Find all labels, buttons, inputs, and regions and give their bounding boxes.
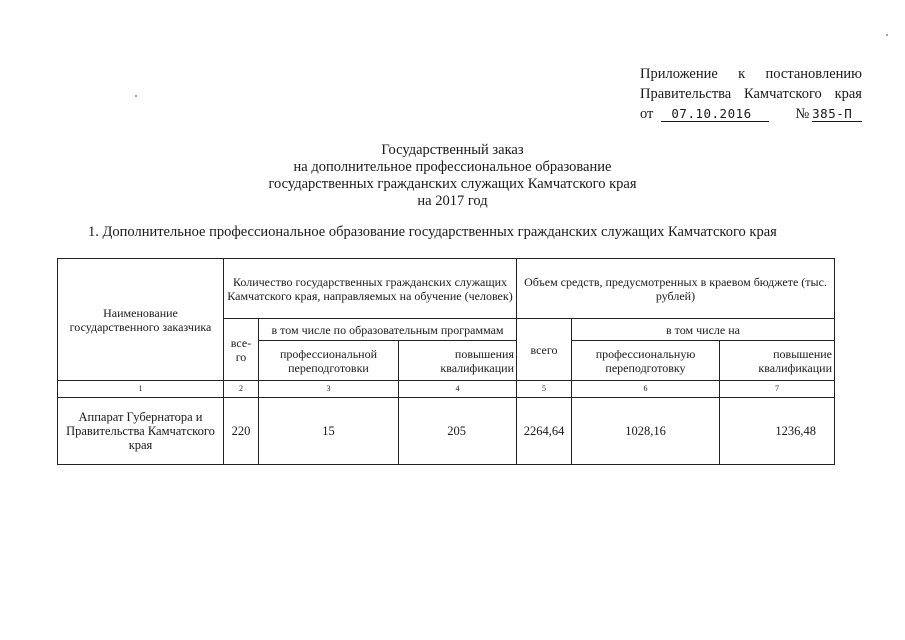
cell-staff-advanced: 205 — [399, 398, 517, 465]
column-number: 2 — [224, 381, 259, 398]
header-budget-total: всего — [517, 319, 572, 381]
header-staff-retraining: профессиональной переподготовки — [259, 341, 399, 381]
appendix-word: Приложение — [640, 66, 718, 82]
section-heading: 1. Дополнительное профессиональное образование государственных гражданских служащих Камчатского края — [88, 224, 777, 240]
header-budget-including: в том числе на — [572, 319, 835, 341]
appendix-line-1 — [640, 64, 862, 84]
order-table — [57, 258, 835, 465]
column-number-row — [58, 381, 835, 398]
appendix-word: Правительства — [640, 86, 732, 102]
title-line-2: на дополнительное профессиональное образование — [293, 159, 612, 175]
column-number: 5 — [517, 381, 572, 398]
column-number: 6 — [572, 381, 720, 398]
cell-staff-total: 220 — [224, 398, 259, 465]
title-line-1: Государственный заказ — [381, 142, 524, 158]
number-prefix: № — [795, 106, 810, 122]
header-row-1 — [58, 259, 835, 319]
header-staff-count: Количество государственных гражданских служащих Камчатского края, направляемых на обучение (человек) — [224, 259, 517, 319]
header-budget-retraining: профессиональную переподготовку — [572, 341, 720, 381]
appendix-word: края — [834, 86, 862, 102]
header-staff-advanced: повышения квалификации — [399, 341, 517, 381]
header-budget-advanced: повышение квалификации — [720, 341, 835, 381]
document-title — [0, 142, 905, 210]
column-number: 1 — [58, 381, 224, 398]
appendix-word: Камчатского — [744, 86, 822, 102]
column-number: 7 — [720, 381, 835, 398]
date-prefix: от — [640, 106, 654, 122]
table-row — [58, 398, 835, 465]
cell-budget-retraining: 1028,16 — [572, 398, 720, 465]
title-line-4: на 2017 год — [417, 193, 488, 209]
header-staff-programs: в том числе по образовательным программам — [259, 319, 517, 341]
header-customer: Наименование государственного заказчика — [58, 259, 224, 381]
title-line-3: государственных гражданских служащих Камчатского края — [268, 176, 637, 192]
appendix-word: постановлению — [765, 66, 862, 82]
appendix-word: к — [738, 66, 746, 82]
appendix-header — [640, 64, 862, 124]
cell-budget-advanced: 1236,48 — [720, 398, 835, 465]
date-field: 07.10.2016 — [661, 106, 769, 122]
cell-staff-retraining: 15 — [259, 398, 399, 465]
header-staff-total: все-го — [224, 319, 259, 381]
column-number: 4 — [399, 381, 517, 398]
column-number: 3 — [259, 381, 399, 398]
header-budget: Объем средств, предусмотренных в краевом бюджете (тыс. рублей) — [517, 259, 835, 319]
scan-speck — [886, 34, 888, 36]
appendix-line-2 — [640, 84, 862, 104]
cell-budget-total: 2264,64 — [517, 398, 572, 465]
appendix-line-3 — [640, 104, 862, 124]
cell-customer: Аппарат Губернатора и Правительства Камчатского края — [58, 398, 224, 465]
scan-speck — [135, 95, 137, 97]
number-field: 385-П — [812, 106, 862, 122]
